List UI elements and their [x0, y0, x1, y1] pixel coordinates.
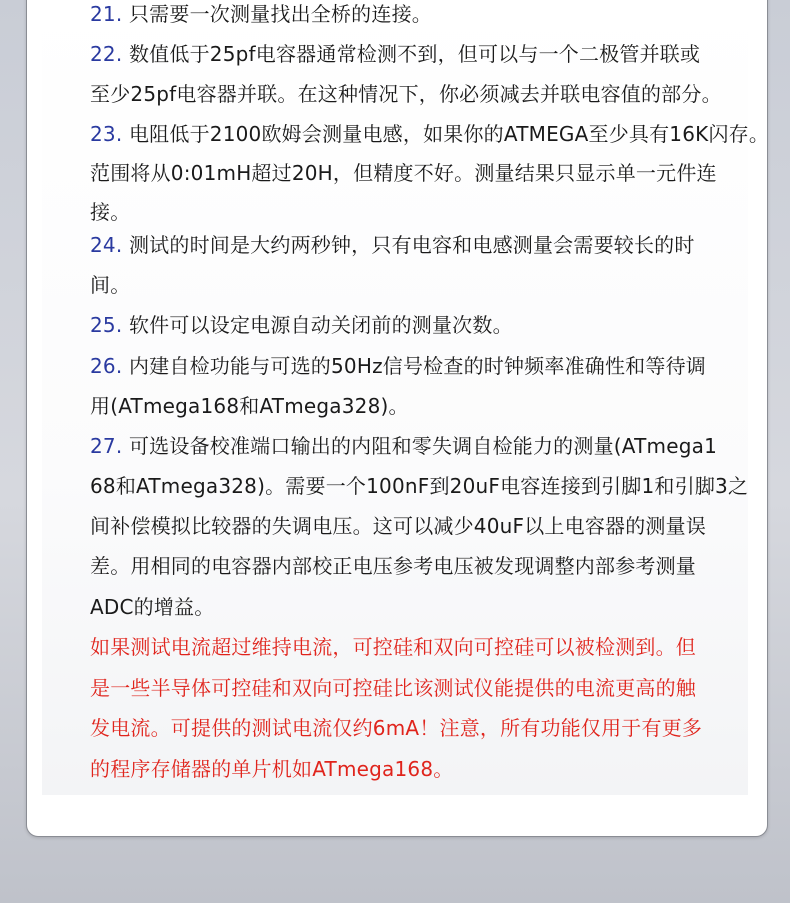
notes-panel [42, 0, 770, 795]
note-number: 25. [90, 313, 123, 337]
note-number: 21. [90, 2, 123, 26]
note-27-line-2: 68和ATmega328)。需要一个100nF到20uF电容连接到引脚1和引脚3之 [90, 474, 749, 498]
note-27-line-4: 差。用相同的电容器内部校正电压参考电压被发现调整内部参考测量 [90, 554, 696, 578]
note-number: 24. [90, 233, 123, 257]
note-24-line-1: 24. 测试的时间是大约两秒钟，只有电容和电感测量会需要较长的时 [90, 233, 695, 257]
note-23-line-2: 范围将从0:01mH超过20H，但精度不好。测量结果只显示单一元件连 [90, 161, 717, 185]
warning-line-2: 是一些半导体可控硅和双向可控硅比该测试仪能提供的电流更高的触 [90, 676, 696, 700]
note-24-line-2: 间。 [90, 273, 131, 297]
note-number: 26. [90, 354, 123, 378]
note-26-line-1: 26. 内建自检功能与可选的50Hz信号检查的时钟频率准确性和等待调 [90, 354, 706, 378]
note-23-line-1: 23. 电阻低于2100欧姆会测量电感，如果你的ATMEGA至少具有16K闪存。 [90, 122, 770, 146]
warning-line-4: 的程序存储器的单片机如ATmega168。 [90, 757, 454, 781]
note-26-line-2: 用(ATmega168和ATmega328)。 [90, 394, 409, 418]
note-number: 27. [90, 434, 123, 458]
note-22-line-2: 至少25pf电容器并联。在这种情况下，你必须减去并联电容值的部分。 [90, 82, 722, 106]
note-21-line-1: 21. 只需要一次测量找出全桥的连接。 [90, 2, 432, 26]
warning-line-1: 如果测试电流超过维持电流，可控硅和双向可控硅可以被检测到。但 [90, 635, 696, 659]
note-23-line-3: 接。 [90, 200, 131, 224]
note-25-line-1: 25. 软件可以设定电源自动关闭前的测量次数。 [90, 313, 513, 337]
note-number: 23. [90, 122, 123, 146]
note-27-line-3: 间补偿模拟比较器的失调电压。这可以减少40uF以上电容器的测量误 [90, 514, 707, 538]
note-27-line-5: ADC的增益。 [90, 595, 215, 619]
note-27-line-1: 27. 可选设备校准端口输出的内阻和零失调自检能力的测量(ATmega1 [90, 434, 717, 458]
warning-line-3: 发电流。可提供的测试电流仅约6mA！注意，所有功能仅用于有更多 [90, 716, 703, 740]
note-22-line-1: 22. 数值低于25pf电容器通常检测不到，但可以与一个二极管并联或 [90, 42, 701, 66]
note-number: 22. [90, 42, 123, 66]
